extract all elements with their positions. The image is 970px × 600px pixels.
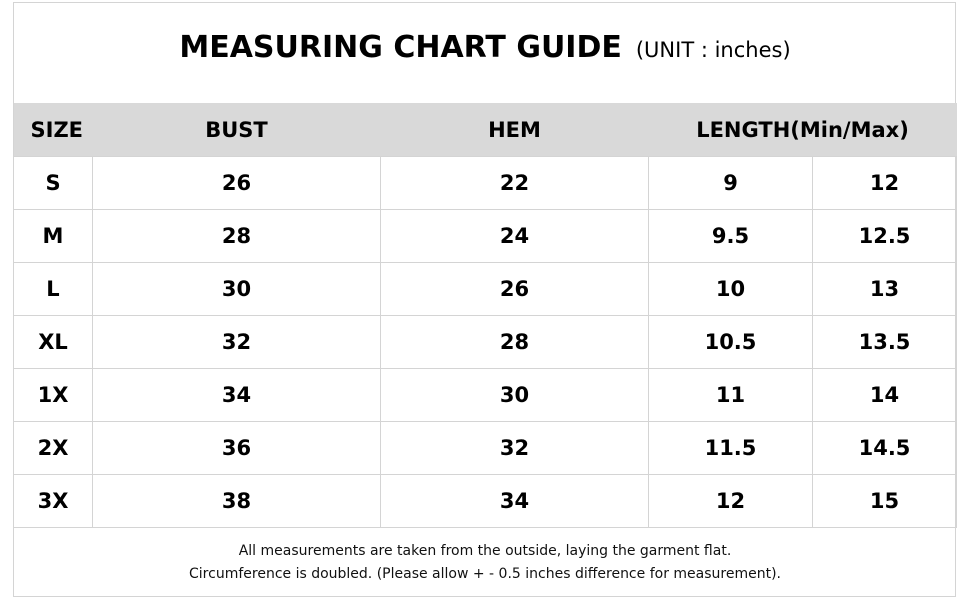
hem-cell: 32 (381, 422, 649, 475)
table-header (14, 103, 957, 157)
size-cell: S (14, 157, 93, 210)
length-max-cell: 12 (813, 157, 957, 210)
bust-cell: 32 (93, 316, 381, 369)
hem-cell: 34 (381, 475, 649, 528)
page-title: MEASURING CHART GUIDE (179, 30, 622, 65)
bust-cell: 26 (93, 157, 381, 210)
header-hem: HEM (381, 103, 649, 157)
length-min-cell: 11.5 (649, 422, 813, 475)
length-max-cell: 14.5 (813, 422, 957, 475)
hem-cell: 22 (381, 157, 649, 210)
bust-cell: 28 (93, 210, 381, 263)
size-cell: M (14, 210, 93, 263)
table-body (14, 157, 957, 528)
hem-cell: 28 (381, 316, 649, 369)
table-row (14, 475, 957, 528)
table-row (14, 157, 957, 210)
length-min-cell: 10.5 (649, 316, 813, 369)
header-size: SIZE (14, 103, 93, 157)
length-min-cell: 10 (649, 263, 813, 316)
header-bust: BUST (93, 103, 381, 157)
length-min-cell: 12 (649, 475, 813, 528)
size-cell: 3X (14, 475, 93, 528)
footnote-measurement-method: All measurements are taken from the outside, laying the garment flat. (238, 543, 732, 559)
size-cell: 2X (14, 422, 93, 475)
length-max-cell: 13 (813, 263, 957, 316)
hem-cell: 30 (381, 369, 649, 422)
length-min-cell: 9 (649, 157, 813, 210)
header-length: LENGTH(Min/Max) (649, 103, 957, 157)
table-row (14, 263, 957, 316)
bust-cell: 34 (93, 369, 381, 422)
length-max-cell: 12.5 (813, 210, 957, 263)
bust-cell: 30 (93, 263, 381, 316)
length-max-cell: 14 (813, 369, 957, 422)
length-max-cell: 13.5 (813, 316, 957, 369)
length-min-cell: 11 (649, 369, 813, 422)
footnote-circumference: Circumference is doubled. (Please allow + - 0.5 inches difference for measurement). (189, 566, 781, 582)
header-row (14, 103, 957, 157)
size-cell: L (14, 263, 93, 316)
table-row (14, 422, 957, 475)
size-chart-table (13, 103, 957, 528)
size-cell: 1X (14, 369, 93, 422)
hem-cell: 24 (381, 210, 649, 263)
table-row (14, 316, 957, 369)
bust-cell: 38 (93, 475, 381, 528)
size-cell: XL (14, 316, 93, 369)
length-max-cell: 15 (813, 475, 957, 528)
length-min-cell: 9.5 (649, 210, 813, 263)
table-row (14, 210, 957, 263)
table-row (14, 369, 957, 422)
title-bar (0, 30, 970, 80)
hem-cell: 26 (381, 263, 649, 316)
bust-cell: 36 (93, 422, 381, 475)
unit-label: (UNIT : inches) (635, 38, 791, 62)
